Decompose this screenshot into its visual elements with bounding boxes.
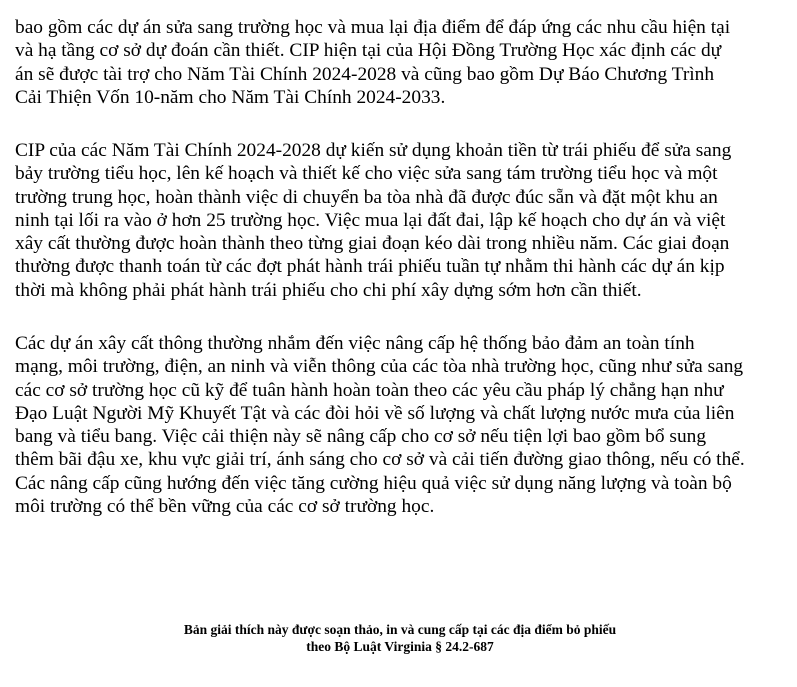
paragraph-1 bbox=[15, 16, 730, 109]
paragraph-line: Cải Thiện Vốn 10-năm cho Năm Tài Chính 2024-2033. bbox=[15, 86, 446, 108]
paragraph-line: Các dự án xây cất thông thường nhắm đến việc nâng cấp hệ thống bảo đảm an toàn tính bbox=[15, 333, 695, 354]
paragraph-line: các cơ sở trường học cũ kỹ để tuân hành hoàn toàn theo các yêu cầu pháp lý chẳng hạn như bbox=[15, 379, 724, 401]
footer-line-2: theo Bộ Luật Virginia § 24.2-687 bbox=[306, 639, 494, 654]
paragraph-line: Các nâng cấp cũng hướng đến việc tăng cường hiệu quả việc sử dụng năng lượng và toàn bộ bbox=[15, 472, 732, 494]
paragraph-line: bảy trường tiểu học, lên kế hoạch và thiết kế cho việc sửa sang tám trường tiểu học và một bbox=[15, 163, 718, 185]
paragraph-line: xây cất thường được hoàn thành theo từng giai đoạn kéo dài trong nhiều năm. Các giai đoạn bbox=[15, 233, 730, 255]
paragraph-line: môi trường có thể bền vững của các cơ sở trường học. bbox=[15, 496, 435, 518]
paragraph-line: án sẽ được tài trợ cho Năm Tài Chính 2024-2028 và cũng bao gồm Dự Báo Chương Trình bbox=[15, 63, 715, 85]
paragraph-line: CIP của các Năm Tài Chính 2024-2028 dự kiến sử dụng khoản tiền từ trái phiếu để sửa sang bbox=[15, 140, 732, 161]
paragraph-line: ninh tại lối ra vào ở hơn 25 trường học. Việc mua lại đất đai, lập kế hoạch cho dự án và việt bbox=[15, 209, 726, 231]
paragraph-line: bao gồm các dự án sửa sang trường học và mua lại địa điểm để đáp ứng các nhu cầu hiện tại bbox=[15, 17, 731, 38]
paragraph-line: Đạo Luật Người Mỹ Khuyết Tật và các đòi hỏi về số lượng và chất lượng nước mưa của liên bbox=[15, 402, 735, 424]
footer-note bbox=[15, 621, 785, 655]
paragraph-2 bbox=[15, 139, 731, 302]
paragraph-3 bbox=[15, 332, 745, 518]
paragraph-line: thời mà không phải phát hành trái phiếu cho chi phí xây dựng sớm hơn cần thiết. bbox=[15, 279, 642, 301]
footer-line-1: Bản giải thích này được soạn thảo, in và cung cấp tại các địa điểm bỏ phiếu bbox=[183, 622, 617, 637]
paragraph-line: mạng, môi trường, điện, an ninh và viễn thông của các tòa nhà trường học, cũng như sửa sang bbox=[15, 356, 744, 378]
paragraph-line: bang và tiểu bang. Việc cải thiện này sẽ nâng cấp cho cơ sở nếu tiện lợi bao gồm bổ sung bbox=[15, 426, 707, 448]
paragraph-line: trường trung học, hoàn thành việc di chuyển ba tòa nhà đã được đúc sẵn và đặt một khu an bbox=[15, 186, 718, 208]
paragraph-line: và hạ tầng cơ sở dự đoán cần thiết. CIP hiện tại của Hội Đồng Trường Học xác định các dự bbox=[15, 40, 722, 62]
paragraph-line: thường được thanh toán từ các đợt phát hành trái phiếu tuần tự nhằm thi hành các dự án kịp bbox=[15, 256, 725, 278]
paragraph-line: thêm bãi đậu xe, khu vực giải trí, ánh sáng cho cơ sở và cải tiến đường giao thông, nếu có thể. bbox=[15, 449, 745, 471]
